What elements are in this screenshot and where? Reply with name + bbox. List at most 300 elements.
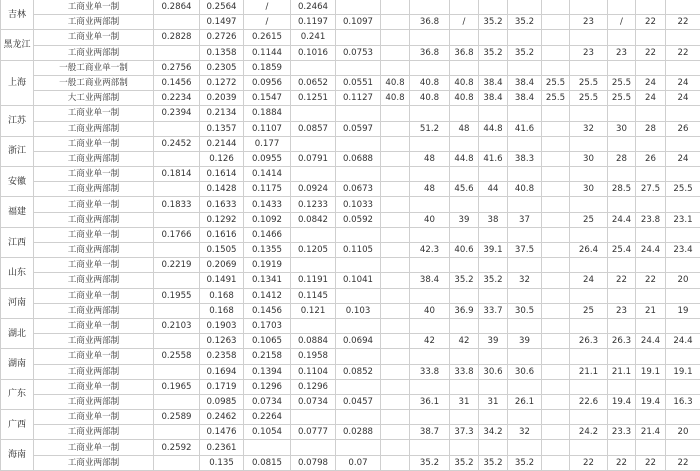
value-cell xyxy=(381,288,410,303)
value-cell: 22 xyxy=(608,273,636,288)
value-cell: 26 xyxy=(636,151,666,166)
value-cell xyxy=(336,136,381,151)
value-cell: 40.8 xyxy=(381,75,410,90)
value-cell: 0.1251 xyxy=(291,91,336,106)
table-row xyxy=(1,288,700,303)
value-cell xyxy=(570,167,608,182)
province-cell: 湖北 xyxy=(1,318,34,348)
value-cell xyxy=(381,243,410,258)
value-cell: 0.1766 xyxy=(154,227,200,242)
value-cell xyxy=(542,167,570,182)
value-cell xyxy=(154,15,200,30)
value-cell: 38.4 xyxy=(508,75,542,90)
value-cell xyxy=(666,288,700,303)
value-cell: 0.1859 xyxy=(244,60,291,75)
value-cell xyxy=(570,136,608,151)
value-cell: 44.8 xyxy=(479,121,508,136)
value-cell: 23 xyxy=(570,15,608,30)
value-cell: 25 xyxy=(570,303,608,318)
province-cell: 湖南 xyxy=(1,349,34,379)
value-cell: 27.5 xyxy=(636,182,666,197)
value-cell: 0.1633 xyxy=(200,197,244,212)
value-cell: 30 xyxy=(570,182,608,197)
value-cell xyxy=(508,30,542,45)
value-cell: 0.1456 xyxy=(154,75,200,90)
value-cell xyxy=(542,227,570,242)
value-cell xyxy=(154,45,200,60)
value-cell xyxy=(636,167,666,182)
value-cell: 21 xyxy=(636,303,666,318)
value-cell xyxy=(666,379,700,394)
value-cell xyxy=(336,318,381,333)
tariff-type-cell: 工商业单一制 xyxy=(34,106,154,121)
value-cell: 0.2462 xyxy=(200,410,244,425)
value-cell: 0.1955 xyxy=(154,288,200,303)
value-cell: 40.8 xyxy=(450,91,479,106)
value-cell: 0.1175 xyxy=(244,182,291,197)
value-cell: 24 xyxy=(636,75,666,90)
value-cell xyxy=(636,318,666,333)
value-cell xyxy=(508,106,542,121)
value-cell: 31 xyxy=(450,394,479,409)
value-cell: 0.2039 xyxy=(200,91,244,106)
value-cell xyxy=(381,425,410,440)
value-cell xyxy=(508,136,542,151)
value-cell: 0.0551 xyxy=(336,75,381,90)
value-cell xyxy=(381,121,410,136)
table-row xyxy=(1,45,700,60)
value-cell xyxy=(508,167,542,182)
value-cell xyxy=(291,60,336,75)
value-cell: 0.1357 xyxy=(200,121,244,136)
value-cell xyxy=(542,182,570,197)
value-cell xyxy=(336,227,381,242)
value-cell: 39 xyxy=(450,212,479,227)
value-cell: 25.5 xyxy=(666,182,700,197)
value-cell xyxy=(479,288,508,303)
value-cell xyxy=(542,243,570,258)
province-cell: 吉林 xyxy=(1,0,34,30)
value-cell: 0.2144 xyxy=(200,136,244,151)
value-cell xyxy=(636,410,666,425)
value-cell xyxy=(508,440,542,455)
table-row xyxy=(1,303,700,318)
value-cell: 48 xyxy=(410,151,450,166)
value-cell xyxy=(666,106,700,121)
value-cell xyxy=(154,121,200,136)
value-cell: 0.1433 xyxy=(244,197,291,212)
tariff-type-cell: 工商业单一制 xyxy=(34,410,154,425)
value-cell xyxy=(154,425,200,440)
value-cell: 25.5 xyxy=(542,91,570,106)
value-cell: 0.1065 xyxy=(244,334,291,349)
value-cell: 24.4 xyxy=(608,212,636,227)
value-cell: 0.1105 xyxy=(336,243,381,258)
value-cell xyxy=(542,288,570,303)
value-cell: 38.4 xyxy=(410,273,450,288)
value-cell: / xyxy=(608,15,636,30)
value-cell xyxy=(450,197,479,212)
value-cell: 31 xyxy=(479,394,508,409)
value-cell: 0.1833 xyxy=(154,197,200,212)
tariff-type-cell: 工商业单一制 xyxy=(34,227,154,242)
value-cell xyxy=(154,212,200,227)
value-cell xyxy=(381,318,410,333)
value-cell: 0.0985 xyxy=(200,394,244,409)
value-cell: 22 xyxy=(666,45,700,60)
value-cell xyxy=(381,60,410,75)
value-cell xyxy=(666,30,700,45)
table-row xyxy=(1,273,700,288)
value-cell: 24 xyxy=(666,91,700,106)
value-cell: 0.0955 xyxy=(244,151,291,166)
value-cell xyxy=(608,197,636,212)
value-cell: 35.2 xyxy=(508,45,542,60)
value-cell xyxy=(479,410,508,425)
value-cell: 0.1412 xyxy=(244,288,291,303)
value-cell xyxy=(542,303,570,318)
value-cell xyxy=(450,288,479,303)
value-cell: 0.1428 xyxy=(200,182,244,197)
tariff-type-cell: 工商业两部制 xyxy=(34,394,154,409)
value-cell xyxy=(636,30,666,45)
value-cell: 22 xyxy=(666,15,700,30)
value-cell xyxy=(381,151,410,166)
tariff-type-cell: 工商业单一制 xyxy=(34,30,154,45)
value-cell xyxy=(542,136,570,151)
value-cell: 38 xyxy=(479,212,508,227)
value-cell: 0.177 xyxy=(244,136,291,151)
table-row xyxy=(1,440,700,455)
value-cell: 0.1092 xyxy=(244,212,291,227)
value-cell: 42 xyxy=(450,334,479,349)
value-cell xyxy=(450,318,479,333)
value-cell: 0.2464 xyxy=(291,0,336,15)
value-cell xyxy=(542,106,570,121)
value-cell xyxy=(570,410,608,425)
value-cell: 25.5 xyxy=(542,75,570,90)
value-cell xyxy=(542,410,570,425)
value-cell: 0.1358 xyxy=(200,45,244,60)
value-cell xyxy=(542,455,570,470)
value-cell: 0.2452 xyxy=(154,136,200,151)
value-cell: 0.0842 xyxy=(291,212,336,227)
value-cell: 0.2726 xyxy=(200,30,244,45)
table-row xyxy=(1,91,700,106)
table-row xyxy=(1,75,700,90)
tariff-type-cell: 工商业两部制 xyxy=(34,182,154,197)
value-cell: 32 xyxy=(508,425,542,440)
tariff-type-cell: 工商业两部制 xyxy=(34,303,154,318)
value-cell xyxy=(542,45,570,60)
value-cell xyxy=(608,288,636,303)
value-cell: / xyxy=(244,15,291,30)
province-cell: 福建 xyxy=(1,197,34,227)
value-cell: 0.1547 xyxy=(244,91,291,106)
value-cell xyxy=(381,410,410,425)
value-cell: 0.1127 xyxy=(336,91,381,106)
value-cell xyxy=(381,273,410,288)
value-cell: 0.2264 xyxy=(244,410,291,425)
table-row xyxy=(1,394,700,409)
value-cell: 35.2 xyxy=(410,455,450,470)
value-cell xyxy=(508,60,542,75)
value-cell xyxy=(154,151,200,166)
value-cell: 0.0694 xyxy=(336,334,381,349)
value-cell: 26.4 xyxy=(570,243,608,258)
value-cell xyxy=(381,440,410,455)
province-cell: 江苏 xyxy=(1,106,34,136)
value-cell: 0.1491 xyxy=(200,273,244,288)
value-cell: 24 xyxy=(570,273,608,288)
value-cell: 0.0652 xyxy=(291,75,336,90)
value-cell: 40.8 xyxy=(410,91,450,106)
value-cell: 25.5 xyxy=(608,91,636,106)
value-cell: 48 xyxy=(450,121,479,136)
table-row xyxy=(1,258,700,273)
value-cell xyxy=(666,349,700,364)
value-cell: 0.1919 xyxy=(244,258,291,273)
value-cell: 44 xyxy=(479,182,508,197)
value-cell: 0.2828 xyxy=(154,30,200,45)
table-row xyxy=(1,182,700,197)
value-cell: 19 xyxy=(666,303,700,318)
value-cell xyxy=(570,0,608,15)
value-cell xyxy=(608,136,636,151)
value-cell: 0.1616 xyxy=(200,227,244,242)
value-cell: 24 xyxy=(636,91,666,106)
value-cell xyxy=(636,288,666,303)
table-row xyxy=(1,151,700,166)
value-cell xyxy=(154,303,200,318)
value-cell: 21.4 xyxy=(636,425,666,440)
value-cell xyxy=(154,334,200,349)
value-cell: 21.1 xyxy=(608,364,636,379)
value-cell: 40.8 xyxy=(508,182,542,197)
value-cell xyxy=(542,30,570,45)
table-row xyxy=(1,379,700,394)
value-cell xyxy=(450,30,479,45)
value-cell xyxy=(479,0,508,15)
value-cell: 0.126 xyxy=(200,151,244,166)
value-cell: 0.121 xyxy=(291,303,336,318)
value-cell: 35.2 xyxy=(479,455,508,470)
value-cell xyxy=(381,15,410,30)
table-row xyxy=(1,410,700,425)
value-cell xyxy=(410,167,450,182)
value-cell xyxy=(479,227,508,242)
value-cell xyxy=(636,136,666,151)
value-cell: 30.6 xyxy=(508,364,542,379)
value-cell xyxy=(381,394,410,409)
value-cell: 0.2592 xyxy=(154,440,200,455)
value-cell: 42 xyxy=(410,334,450,349)
value-cell xyxy=(410,60,450,75)
value-cell: 0.0956 xyxy=(244,75,291,90)
value-cell: 20 xyxy=(666,273,700,288)
value-cell: 39.1 xyxy=(479,243,508,258)
value-cell xyxy=(542,318,570,333)
value-cell: 0.1341 xyxy=(244,273,291,288)
value-cell: 22 xyxy=(636,455,666,470)
value-cell: 23.1 xyxy=(666,212,700,227)
tariff-type-cell: 一般工商业单一制 xyxy=(34,60,154,75)
table-row xyxy=(1,243,700,258)
value-cell: 0.1144 xyxy=(244,45,291,60)
value-cell: 0.1097 xyxy=(336,15,381,30)
value-cell: 37 xyxy=(508,212,542,227)
value-cell xyxy=(381,455,410,470)
value-cell xyxy=(410,258,450,273)
value-cell: 0.1505 xyxy=(200,243,244,258)
value-cell: 0.0798 xyxy=(291,455,336,470)
value-cell: 21.1 xyxy=(570,364,608,379)
value-cell: 40.6 xyxy=(450,243,479,258)
tariff-type-cell: 工商业两部制 xyxy=(34,15,154,30)
value-cell xyxy=(381,227,410,242)
value-cell xyxy=(291,106,336,121)
value-cell xyxy=(450,349,479,364)
value-cell: 0.1041 xyxy=(336,273,381,288)
value-cell: 38.7 xyxy=(410,425,450,440)
value-cell xyxy=(410,288,450,303)
value-cell: 0.1296 xyxy=(244,379,291,394)
value-cell xyxy=(381,303,410,318)
value-cell: 0.1197 xyxy=(291,15,336,30)
value-cell: 37.5 xyxy=(508,243,542,258)
value-cell xyxy=(479,30,508,45)
value-cell: 0.2394 xyxy=(154,106,200,121)
value-cell: 30.6 xyxy=(479,364,508,379)
value-cell: 0.2219 xyxy=(154,258,200,273)
tariff-type-cell: 工商业两部制 xyxy=(34,364,154,379)
value-cell: 0.0815 xyxy=(244,455,291,470)
value-cell: 0.2305 xyxy=(200,60,244,75)
table-row xyxy=(1,167,700,182)
value-cell: 0.1263 xyxy=(200,334,244,349)
table-row xyxy=(1,455,700,470)
value-cell: 35.2 xyxy=(508,15,542,30)
value-cell xyxy=(336,288,381,303)
value-cell xyxy=(381,182,410,197)
value-cell: 0.1476 xyxy=(200,425,244,440)
value-cell: 32 xyxy=(508,273,542,288)
tariff-type-cell: 工商业单一制 xyxy=(34,379,154,394)
value-cell: 25.4 xyxy=(608,243,636,258)
tariff-type-cell: 工商业两部制 xyxy=(34,121,154,136)
value-cell xyxy=(636,60,666,75)
value-cell: 0.1466 xyxy=(244,227,291,242)
value-cell xyxy=(450,227,479,242)
value-cell xyxy=(154,243,200,258)
value-cell: 0.1456 xyxy=(244,303,291,318)
table-row xyxy=(1,212,700,227)
value-cell xyxy=(542,394,570,409)
value-cell xyxy=(608,167,636,182)
value-cell xyxy=(410,379,450,394)
value-cell xyxy=(508,349,542,364)
value-cell xyxy=(336,167,381,182)
value-cell: 19.1 xyxy=(666,364,700,379)
value-cell: 0.0734 xyxy=(291,394,336,409)
value-cell: 0.1719 xyxy=(200,379,244,394)
value-cell xyxy=(450,379,479,394)
tariff-type-cell: 工商业两部制 xyxy=(34,425,154,440)
value-cell: 0.1054 xyxy=(244,425,291,440)
value-cell: 0.0688 xyxy=(336,151,381,166)
value-cell xyxy=(542,379,570,394)
value-cell xyxy=(381,258,410,273)
value-cell xyxy=(608,410,636,425)
value-cell: 19.4 xyxy=(608,394,636,409)
value-cell xyxy=(636,106,666,121)
tariff-type-cell: 工商业两部制 xyxy=(34,45,154,60)
tariff-type-cell: 一般工商业两部制 xyxy=(34,75,154,90)
value-cell: 24.4 xyxy=(666,334,700,349)
value-cell xyxy=(336,349,381,364)
value-cell xyxy=(450,60,479,75)
value-cell xyxy=(636,197,666,212)
value-cell xyxy=(666,227,700,242)
value-cell: 40 xyxy=(410,212,450,227)
value-cell xyxy=(450,136,479,151)
value-cell xyxy=(542,440,570,455)
table-row xyxy=(1,0,700,15)
value-cell xyxy=(542,364,570,379)
value-cell xyxy=(542,60,570,75)
value-cell: 0.1292 xyxy=(200,212,244,227)
value-cell xyxy=(636,0,666,15)
value-cell: 16.3 xyxy=(666,394,700,409)
value-cell: 32 xyxy=(570,121,608,136)
value-cell: 19.1 xyxy=(636,364,666,379)
value-cell xyxy=(666,197,700,212)
tariff-type-cell: 工商业单一制 xyxy=(34,258,154,273)
value-cell: 30 xyxy=(570,151,608,166)
value-cell: 26 xyxy=(666,121,700,136)
value-cell xyxy=(291,258,336,273)
value-cell xyxy=(542,334,570,349)
value-cell: 35.2 xyxy=(479,15,508,30)
value-cell xyxy=(410,440,450,455)
value-cell xyxy=(381,379,410,394)
value-cell: 0.1965 xyxy=(154,379,200,394)
value-cell xyxy=(570,288,608,303)
value-cell xyxy=(291,318,336,333)
tariff-type-cell: 工商业单一制 xyxy=(34,197,154,212)
value-cell xyxy=(450,410,479,425)
value-cell: 38.4 xyxy=(508,91,542,106)
value-cell: 22 xyxy=(636,45,666,60)
value-cell: 0.1903 xyxy=(200,318,244,333)
value-cell xyxy=(154,273,200,288)
value-cell: 22 xyxy=(636,273,666,288)
value-cell xyxy=(479,60,508,75)
value-cell: 24.4 xyxy=(636,243,666,258)
value-cell: 22 xyxy=(666,455,700,470)
value-cell: 38.4 xyxy=(479,91,508,106)
value-cell: 36.8 xyxy=(410,15,450,30)
value-cell: 41.6 xyxy=(508,121,542,136)
table-row xyxy=(1,197,700,212)
value-cell xyxy=(570,440,608,455)
tariff-type-cell: 工商业单一制 xyxy=(34,167,154,182)
value-cell: / xyxy=(244,0,291,15)
value-cell xyxy=(542,258,570,273)
value-cell: 0.1814 xyxy=(154,167,200,182)
value-cell xyxy=(542,0,570,15)
value-cell: 0.0852 xyxy=(336,364,381,379)
